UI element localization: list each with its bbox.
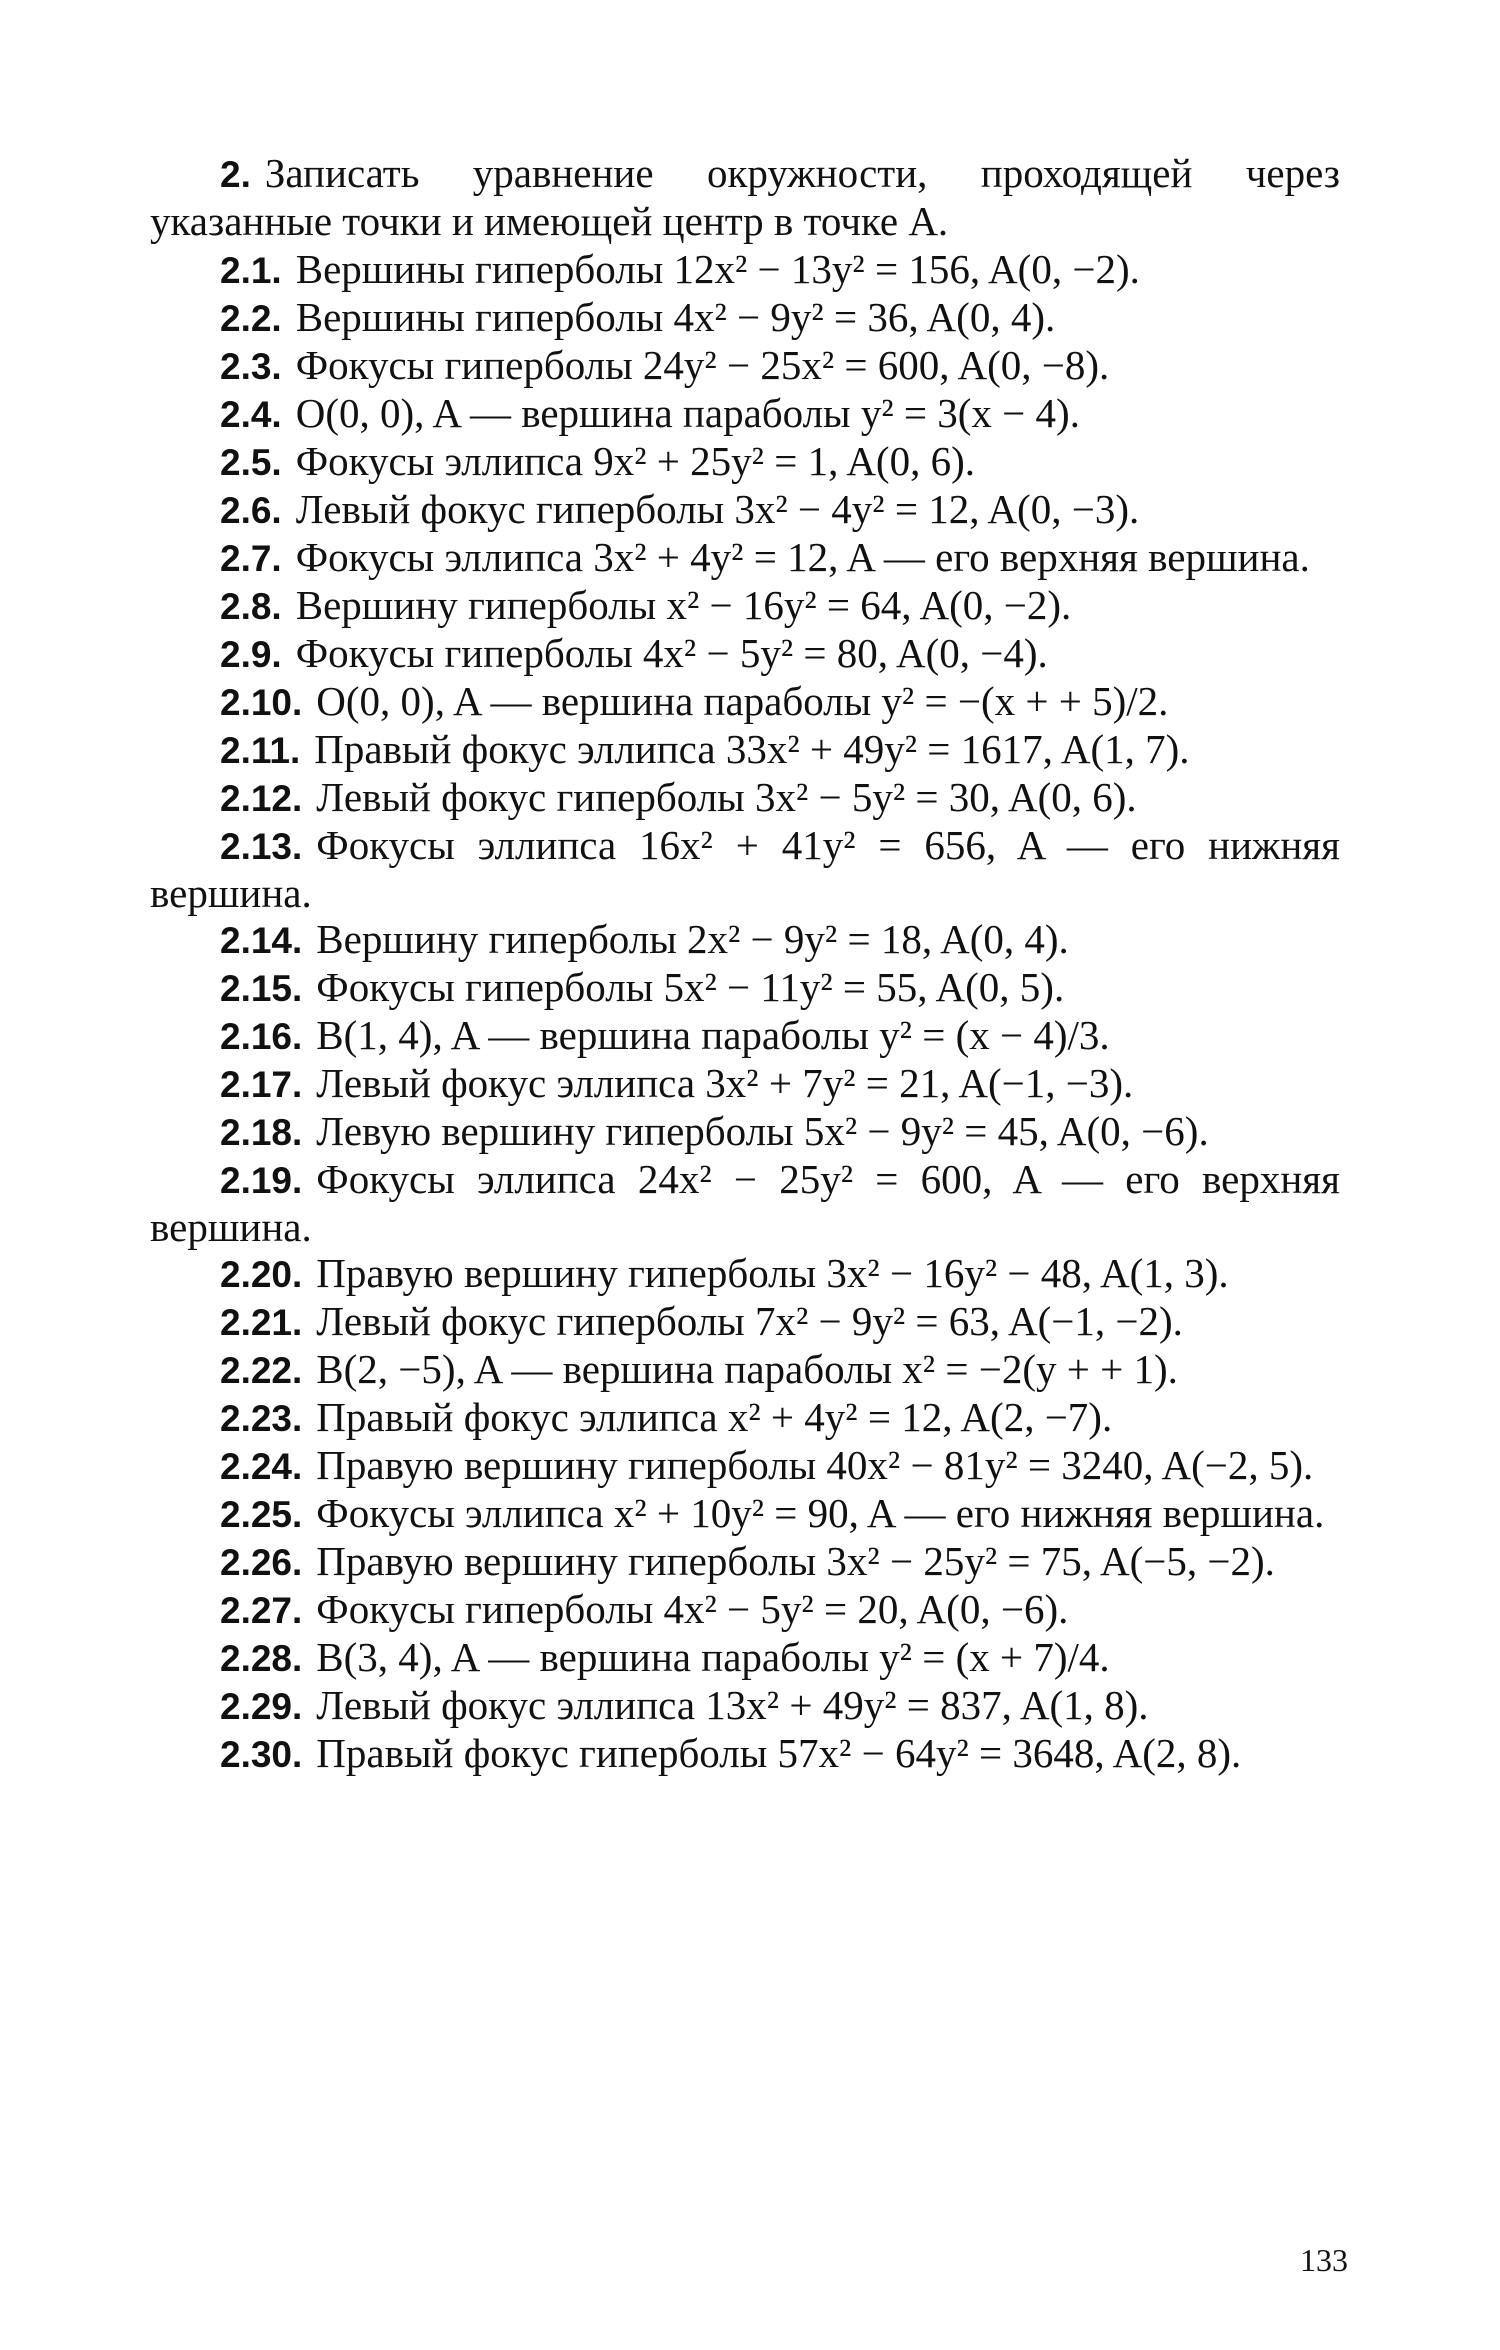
problem-number: 2.25. bbox=[220, 1494, 303, 1535]
problem-text: Правый фокус эллипса 33x² + 49y² = 1617, A(1, 7). bbox=[314, 726, 1190, 772]
problem-item bbox=[150, 246, 1340, 294]
problem-item bbox=[150, 1060, 1340, 1108]
problem-text: Левый фокус эллипса 13x² + 49y² = 837, A(1, 8). bbox=[316, 1682, 1149, 1728]
problem-text: Фокусы эллипса x² + 10y² = 90, A — его нижняя вершина. bbox=[316, 1490, 1325, 1536]
problem-item bbox=[150, 1108, 1340, 1156]
problem-number: 2.18. bbox=[220, 1112, 303, 1153]
problem-item bbox=[150, 1298, 1340, 1346]
page-number: 133 bbox=[1300, 2242, 1348, 2278]
problem-number: 2.19. bbox=[220, 1160, 303, 1201]
problem-text: Правый фокус гиперболы 57x² − 64y² = 3648, A(2, 8). bbox=[316, 1730, 1242, 1776]
problem-text: Фокусы эллипса 9x² + 25y² = 1, A(0, 6). bbox=[295, 438, 975, 484]
problem-number: 2.30. bbox=[220, 1734, 303, 1775]
problem-item bbox=[150, 534, 1340, 582]
problem-number: 2.9. bbox=[220, 634, 282, 675]
problem-text: Вершины гиперболы 4x² − 9y² = 36, A(0, 4). bbox=[295, 294, 1056, 340]
problem-text: B(3, 4), A — вершина параболы y² = (x + 7)/4. bbox=[316, 1634, 1110, 1680]
problem-item bbox=[150, 1012, 1340, 1060]
problem-text: Левый фокус гиперболы 3x² − 4y² = 12, A(0, −3). bbox=[295, 486, 1140, 532]
problem-text: Правый фокус эллипса x² + 4y² = 12, A(2, −7). bbox=[316, 1394, 1113, 1440]
problem-number: 2.8. bbox=[220, 586, 282, 627]
problem-text: O(0, 0), A — вершина параболы y² = 3(x − 4). bbox=[295, 390, 1080, 436]
problem-item bbox=[150, 1250, 1340, 1298]
problem-text: Вершину гиперболы x² − 16y² = 64, A(0, −2). bbox=[295, 582, 1072, 628]
problem-item bbox=[150, 1682, 1340, 1730]
problem-text: Фокусы гиперболы 5x² − 11y² = 55, A(0, 5). bbox=[316, 964, 1065, 1010]
problem-number: 2.21. bbox=[220, 1302, 303, 1343]
problem-number: 2.13. bbox=[220, 826, 303, 867]
problem-list bbox=[150, 246, 1340, 1778]
problem-item bbox=[150, 964, 1340, 1012]
problem-text: B(2, −5), A — вершина параболы x² = −2(y + + 1). bbox=[316, 1346, 1178, 1392]
problem-number: 2.27. bbox=[220, 1590, 303, 1631]
problem-number: 2.3. bbox=[220, 346, 282, 387]
problem-number: 2.14. bbox=[220, 920, 303, 961]
problem-item bbox=[150, 1730, 1340, 1778]
problem-number: 2.1. bbox=[220, 250, 282, 291]
problem-number: 2.23. bbox=[220, 1398, 303, 1439]
problem-number: 2.6. bbox=[220, 490, 282, 531]
section-intro-text: Записать уравнение окружности, проходящей через указанные точки и имеющей центр в точке A. bbox=[150, 150, 1340, 244]
problem-text: Левый фокус гиперболы 3x² − 5y² = 30, A(0, 6). bbox=[316, 774, 1137, 820]
problem-text: B(1, 4), A — вершина параболы y² = (x − 4)/3. bbox=[316, 1012, 1110, 1058]
problem-item bbox=[150, 1490, 1340, 1538]
problem-item bbox=[150, 390, 1340, 438]
problem-item bbox=[150, 1538, 1340, 1586]
problem-number: 2.4. bbox=[220, 394, 282, 435]
problem-item bbox=[150, 1156, 1340, 1250]
problem-number: 2.17. bbox=[220, 1064, 303, 1105]
problem-text: Фокусы гиперболы 4x² − 5y² = 80, A(0, −4). bbox=[295, 630, 1048, 676]
problem-number: 2.20. bbox=[220, 1254, 303, 1295]
problem-item bbox=[150, 678, 1340, 726]
problem-number: 2.28. bbox=[220, 1638, 303, 1679]
problem-number: 2.26. bbox=[220, 1542, 303, 1583]
problem-text: Вершину гиперболы 2x² − 9y² = 18, A(0, 4). bbox=[316, 916, 1069, 962]
problem-text: Фокусы эллипса 24x² − 25y² = 600, A — его верхняя вершина. bbox=[150, 1156, 1340, 1250]
page bbox=[150, 150, 1340, 1778]
problem-text: Правую вершину гиперболы 3x² − 25y² = 75, A(−5, −2). bbox=[316, 1538, 1275, 1584]
problem-number: 2.2. bbox=[220, 298, 282, 339]
problem-item bbox=[150, 1442, 1340, 1490]
section-intro bbox=[150, 150, 1340, 244]
problem-number: 2.5. bbox=[220, 442, 282, 483]
problem-item bbox=[150, 1634, 1340, 1682]
problem-number: 2.24. bbox=[220, 1446, 303, 1487]
problem-text: Вершины гиперболы 12x² − 13y² = 156, A(0, −2). bbox=[295, 246, 1140, 292]
problem-number: 2.7. bbox=[220, 538, 282, 579]
problem-text: Фокусы эллипса 3x² + 4y² = 12, A — его верхняя вершина. bbox=[295, 534, 1310, 580]
problem-item bbox=[150, 582, 1340, 630]
problem-item bbox=[150, 916, 1340, 964]
problem-item bbox=[150, 1586, 1340, 1634]
problem-item bbox=[150, 822, 1340, 916]
problem-number: 2.10. bbox=[220, 682, 303, 723]
problem-text: Фокусы гиперболы 4x² − 5y² = 20, A(0, −6). bbox=[316, 1586, 1069, 1632]
problem-item bbox=[150, 438, 1340, 486]
problem-text: Фокусы гиперболы 24y² − 25x² = 600, A(0, −8). bbox=[295, 342, 1110, 388]
problem-text: Левый фокус эллипса 3x² + 7y² = 21, A(−1, −3). bbox=[316, 1060, 1134, 1106]
problem-item bbox=[150, 630, 1340, 678]
problem-number: 2.12. bbox=[220, 778, 303, 819]
problem-text: Правую вершину гиперболы 40x² − 81y² = 3240, A(−2, 5). bbox=[316, 1442, 1314, 1488]
problem-item bbox=[150, 486, 1340, 534]
problem-text: Правую вершину гиперболы 3x² − 16y² − 48, A(1, 3). bbox=[316, 1250, 1229, 1296]
problem-number: 2.22. bbox=[220, 1350, 303, 1391]
problem-item bbox=[150, 1394, 1340, 1442]
problem-item bbox=[150, 726, 1340, 774]
problem-number: 2.15. bbox=[220, 968, 303, 1009]
problem-item bbox=[150, 1346, 1340, 1394]
problem-text: Фокусы эллипса 16x² + 41y² = 656, A — его нижняя вершина. bbox=[150, 822, 1340, 916]
problem-item bbox=[150, 774, 1340, 822]
problem-number: 2.29. bbox=[220, 1686, 303, 1727]
problem-text: Левый фокус гиперболы 7x² − 9y² = 63, A(−1, −2). bbox=[316, 1298, 1183, 1344]
problem-item bbox=[150, 342, 1340, 390]
problem-text: O(0, 0), A — вершина параболы y² = −(x + + 5)/2. bbox=[316, 678, 1169, 724]
problem-text: Левую вершину гиперболы 5x² − 9y² = 45, A(0, −6). bbox=[316, 1108, 1209, 1154]
problem-number: 2.11. bbox=[220, 730, 301, 771]
section-number: 2. bbox=[220, 154, 251, 195]
problem-item bbox=[150, 294, 1340, 342]
problem-number: 2.16. bbox=[220, 1016, 303, 1057]
